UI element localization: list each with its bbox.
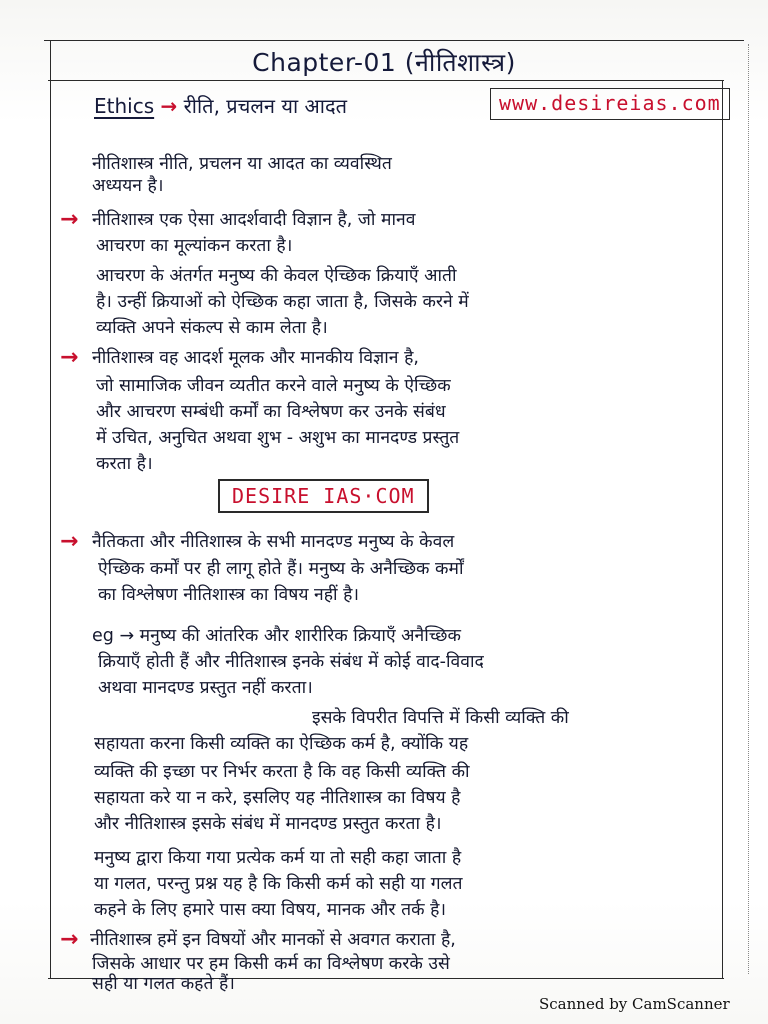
paragraph-line: का विश्लेषण नीतिशास्त्र का विषय नहीं है। xyxy=(98,585,360,605)
camscanner-footer: Scanned by CamScanner xyxy=(539,995,730,1013)
paragraph-line: आचरण के अंतर्गत मनुष्य की केवल ऐच्छिक क्रियाएँ आती xyxy=(96,266,457,286)
paragraph-line: करता है। xyxy=(96,454,153,474)
example-line: eg → मनुष्य की आंतरिक और शारीरिक क्रियाएँ अनैच्छिक xyxy=(92,626,461,646)
chapter-title: Chapter-01 (नीतिशास्त्र) xyxy=(252,48,516,77)
paragraph-line: सहायता करना किसी व्यक्ति का ऐच्छिक कर्म है, क्योंकि यह xyxy=(94,734,469,754)
right-margin-line xyxy=(722,80,723,978)
paragraph-line: अध्ययन है। xyxy=(92,176,164,196)
paragraph-line: नीतिशास्त्र एक ऐसा आदर्शवादी विज्ञान है, जो मानव xyxy=(92,210,416,230)
paragraph-line: व्यक्ति की इच्छा पर निर्भर करता है कि वह किसी व्यक्ति की xyxy=(94,762,470,782)
red-arrow-bullet-icon: → xyxy=(60,529,79,554)
paragraph-line: व्यक्ति अपने संकल्प से काम लेता है। xyxy=(96,318,328,338)
arrow-icon: → xyxy=(160,94,178,118)
paragraph-line: और नीतिशास्त्र इसके संबंध में मानदण्ड प्रस्तुत करता है। xyxy=(94,814,442,834)
paragraph-line: या गलत, परन्तु प्रश्न यह है कि किसी कर्म को सही या गलत xyxy=(94,874,463,894)
paragraph-line: मनुष्य द्वारा किया गया प्रत्येक कर्म या तो सही कहा जाता है xyxy=(94,848,462,868)
top-rule xyxy=(44,40,744,41)
paragraph-line: नैतिकता और नीतिशास्त्र के सभी मानदण्ड मनुष्य के केवल xyxy=(92,532,455,552)
desire-ias-watermark: DESIRE IAS·COM xyxy=(218,479,429,513)
far-right-edge xyxy=(748,44,749,974)
paragraph-line: नीतिशास्त्र नीति, प्रचलन या आदत का व्यवस्थित xyxy=(92,154,392,174)
paragraph-line: जिसके आधार पर हम किसी कर्म का विश्लेषण करके उसे xyxy=(92,954,450,974)
paragraph-line: इसके विपरीत विपत्ति में किसी व्यक्ति की xyxy=(312,708,569,728)
paragraph-line: है। उन्हीं क्रियाओं को ऐच्छिक कहा जाता है, जिसके करने में xyxy=(96,292,469,312)
ethics-meaning: रीति, प्रचलन या आदत xyxy=(183,94,347,118)
paragraph-line: और आचरण सम्बंधी कर्मों का विश्लेषण कर उनके संबंध xyxy=(96,402,446,422)
paragraph-line: कहने के लिए हमारे पास क्या विषय, मानक और तर्क है। xyxy=(94,900,447,920)
paragraph-line: सहायता करे या न करे, इसलिए यह नीतिशास्त्र का विषय है xyxy=(94,788,461,808)
paragraph-line: अथवा मानदण्ड प्रस्तुत नहीं करता। xyxy=(98,678,313,698)
ethics-word: Ethics xyxy=(94,94,155,118)
red-arrow-bullet-icon: → xyxy=(60,207,79,232)
red-arrow-bullet-icon: → xyxy=(60,345,79,370)
title-underline xyxy=(48,80,724,81)
paragraph-line: आचरण का मूल्यांकन करता है। xyxy=(96,236,293,256)
paragraph-line: ऐच्छिक कर्मों पर ही लागू होते हैं। मनुष्य के अनैच्छिक कर्मों xyxy=(98,559,464,579)
paragraph-line: जो सामाजिक जीवन व्यतीत करने वाले मनुष्य के ऐच्छिक xyxy=(96,376,451,396)
paragraph-line: नीतिशास्त्र हमें इन विषयों और मानकों से अवगत कराता है, xyxy=(90,930,456,950)
ethics-definition xyxy=(94,92,347,119)
paragraph-line: सही या गलत कहते हैं। xyxy=(92,974,235,994)
left-margin-line xyxy=(50,40,51,978)
paragraph-line: क्रियाएँ होती हैं और नीतिशास्त्र इनके संबंध में कोई वाद-विवाद xyxy=(98,652,484,672)
paragraph-line: नीतिशास्त्र वह आदर्श मूलक और मानकीय विज्ञान है, xyxy=(92,348,419,368)
red-arrow-bullet-icon: → xyxy=(60,927,79,952)
paragraph-line: में उचित, अनुचित अथवा शुभ - अशुभ का मानदण्ड प्रस्तुत xyxy=(96,428,460,448)
website-stamp: www.desireias.com xyxy=(490,88,730,120)
